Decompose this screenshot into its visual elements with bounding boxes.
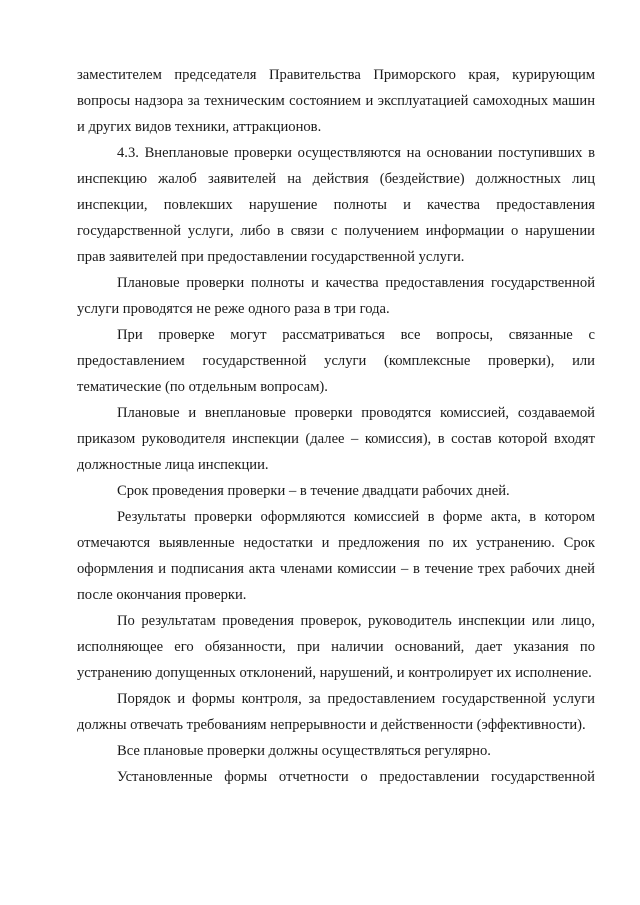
paragraph-check-results: Результаты проверки оформляются комиссией в форме акта, в котором отмечаются выявленные недостатки и предложения по их устранению. Срок оформления и подписания акта членами комиссии – в течение трех рабочих дней после окончания проверки. — [77, 509, 595, 603]
paragraph-continuation: заместителем председателя Правительства Приморского края, курирующим вопросы надзора за техническим состоянием и эксплуатацией самоходных машин и других видов техники, аттракционов. — [77, 67, 595, 135]
paragraph-commission: Плановые и внеплановые проверки проводятся комиссией, создаваемой приказом руководителя инспекции (далее – комиссия), в состав которой входят должностные лица инспекции. — [77, 405, 595, 473]
paragraph-reporting-forms: Установленные формы отчетности о предоставлении государственной — [117, 769, 595, 785]
paragraph-4-3: 4.3. Внеплановые проверки осуществляются на основании поступивших в инспекцию жалоб заявителей на действия (бездействие) должностных лиц инспекции, повлекших нарушение полноты и качества предоставления государственной услуги, либо в связи с получением информации о нарушении прав заявителей при предоставлении государственной услуги. — [77, 145, 595, 265]
paragraph-head-instructions: По результатам проведения проверок, руководитель инспекции или лицо, исполняющее его обязанности, при наличии оснований, дает указания по устранению допущенных отклонений, нарушений, и контролирует их исполнение. — [77, 613, 595, 681]
paragraph-control-requirements: Порядок и формы контроля, за предоставлением государственной услуги должны отвечать требованиям непрерывности и действенности (эффективности). — [77, 691, 595, 733]
paragraph-regularity: Все плановые проверки должны осуществляться регулярно. — [117, 743, 491, 759]
paragraph-check-scope: При проверке могут рассматриваться все вопросы, связанные с предоставлением государственной услуги (комплексные проверки), или тематические (по отдельным вопросам). — [77, 327, 595, 395]
document-body — [77, 62, 595, 790]
paragraph-check-term: Срок проведения проверки – в течение двадцати рабочих дней. — [117, 483, 510, 499]
paragraph-planned-checks-frequency: Плановые проверки полноты и качества предоставления государственной услуги проводятся не реже одного раза в три года. — [77, 275, 595, 317]
